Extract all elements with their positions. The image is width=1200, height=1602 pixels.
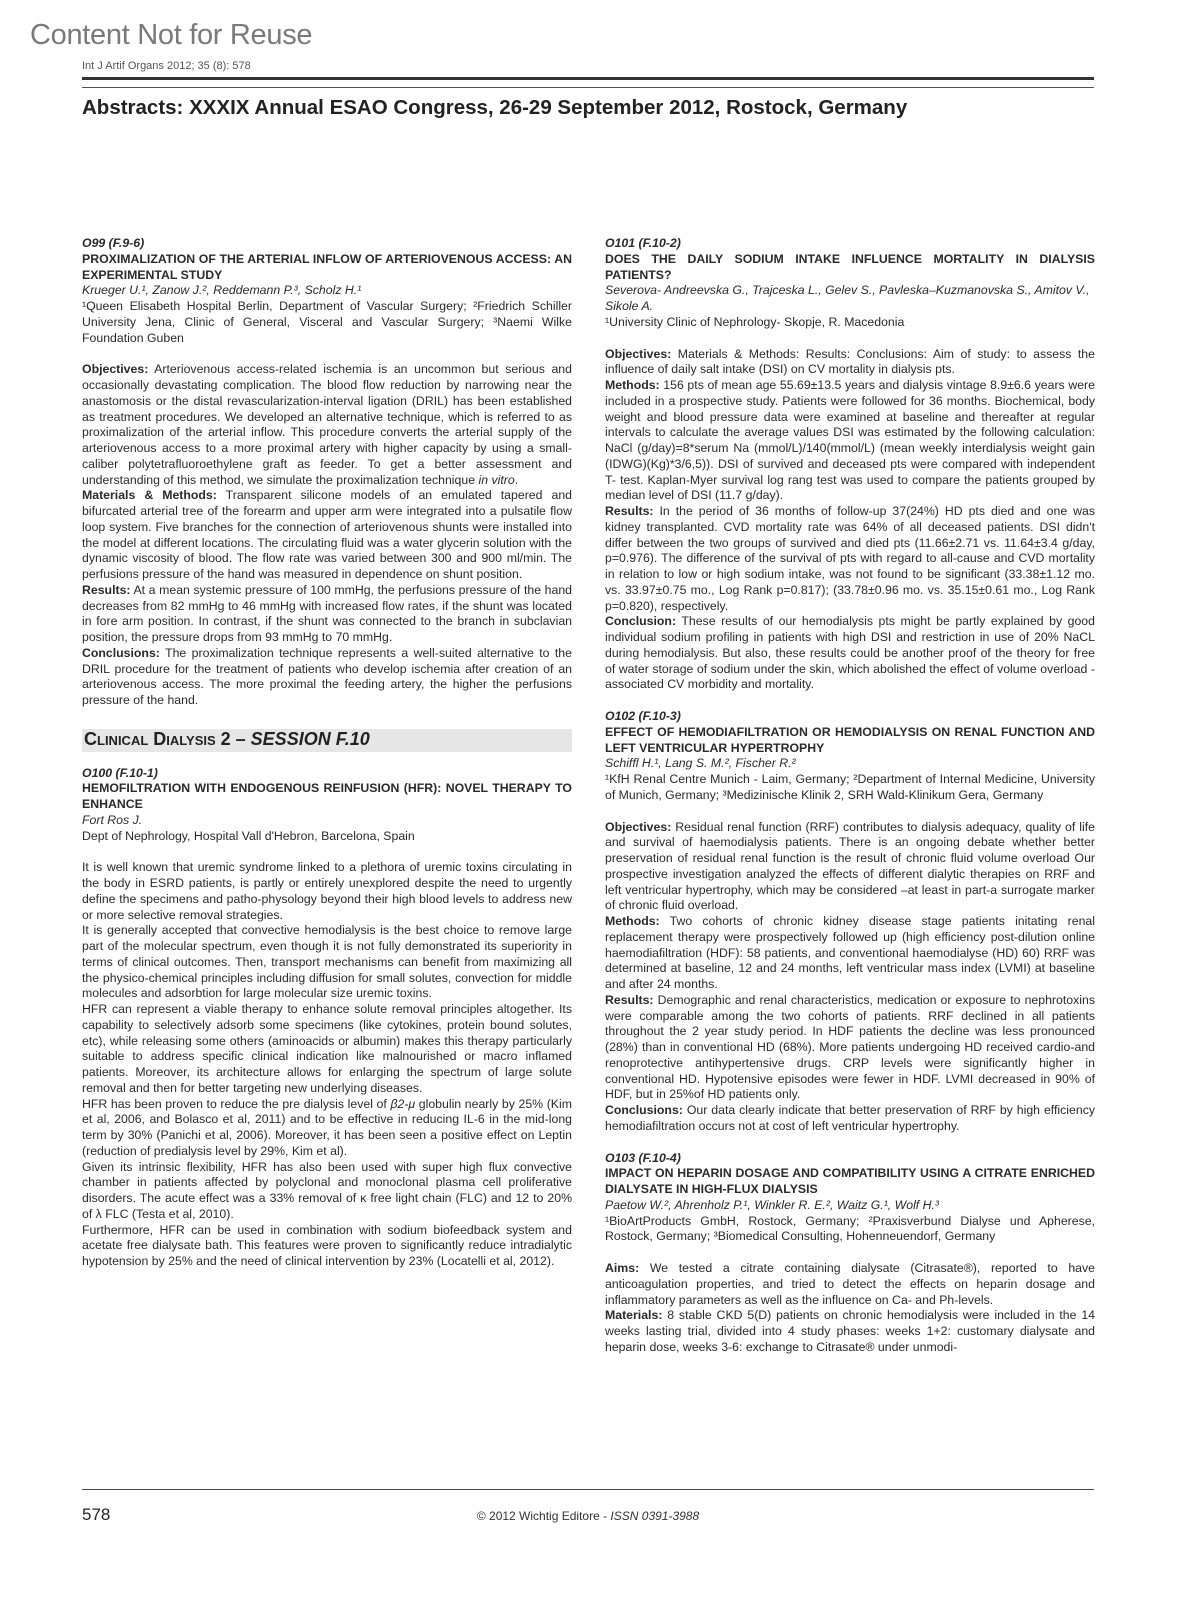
paragraph-text: In the period of 36 months of follow-up 37(24%) HD pts died and one was kidney transplanted. CVD mortality rate was 64% of all deceased patients. DSI didn't differ between the two groups of survived and died pts (11.66±2.71 vs. 11.64±3.4 g/day, p=0.976). The difference of the survival of pts with regard to all-cause and CVD mortality in relation to low or high sodium intake, was not found to be significant (33.38±1.12 mo. vs. 33.97±0.75 mo., Log Rank p=0.817); (33.78±0.96 mo. vs. 35.15±0.61 mo., Log Rank p=0.820), respectively.: [605, 504, 1095, 613]
abstract-paragraph: [82, 1223, 572, 1270]
paragraph-text: Two cohorts of chronic kidney disease stage patients initating renal replacement therapy were prospectively followed up (high efficiency post-dilution online haemodiafiltration (HDF): 58 patients, and conventional haemodialyse (HD) 60) RRF was determined at baseline, 12 and 24 months, left ventricular mass index (LVMI) at baseline and after 24 months.: [605, 914, 1095, 991]
paragraph-text: Given its intrinsic flexibility, HFR has also been used with super high flux convective chamber in patients affected by polyclonal and monoclonal plasma cell proliferative disorders. The acute effect was a 33% removal of κ free light chain (FLC) and 12 to 20% of λ FLC (Testa et al, 2010).: [82, 1159, 572, 1221]
abstract: [82, 236, 572, 709]
paragraph-label: Objectives:: [82, 362, 149, 377]
abstract-title: EFFECT OF HEMODIAFILTRATION OR HEMODIALYSIS ON RENAL FUNCTION AND LEFT VENTRICULAR HYPERTROPHY: [605, 724, 1095, 755]
footer-rule: [82, 1489, 1094, 1490]
paragraph-text: Our data clearly indicate that better preservation of RRF by high efficiency hemodiafiltration occurs not at cost of left ventricular hypertrophy.: [605, 1103, 1095, 1133]
paragraph-italic: β2-μ: [390, 1096, 416, 1111]
abstract-paragraph: [82, 1097, 572, 1160]
paragraph-label: Materials:: [605, 1308, 663, 1323]
paragraph-text: Materials & Methods: Results: Conclusions: Aim of study: to assess the influence of daily salt intake (DSI) on CV mortality in dialysis pts.: [605, 346, 1095, 377]
abstract-paragraph: [82, 362, 572, 488]
abstract-title: IMPACT ON HEPARIN DOSAGE AND COMPATIBILITY USING A CITRATE ENRICHED DIALYSATE IN HIGH-FLUX DIALYSIS: [605, 1166, 1095, 1196]
abstract: [605, 236, 1095, 693]
issn-text: ISSN 0391-3988: [610, 1509, 700, 1523]
paragraph-text: At a mean systemic pressure of 100 mmHg, the perfusions pressure of the hand decreases from 82 mmHg to 46 mmHg with increased flow rates, if the shunt was located in fore arm position. In contrast, if the shunt was connected to the branch in subclavian position, the pressure drops from 93 mmHg to 70 mmHg.: [82, 582, 572, 644]
abstract-paragraph: [605, 993, 1095, 1103]
section-label: Clinical Dialysis 2 –: [84, 728, 251, 749]
paragraph-label: Materials & Methods:: [82, 488, 217, 503]
abstract-affiliation: ¹BioArtProducts GmbH, Rostock, Germany; ²Praxisverbund Dialyse und Apherese, Rostock, Germany; ³Biomedical Consulting, Hohenneuendorf, Germany: [605, 1213, 1095, 1244]
abstract-authors: Paetow W.², Ahrenholz P.¹, Winkler R. E.², Waitz G.¹, Wolf H.³: [605, 1197, 940, 1212]
header-rule-thin: [82, 87, 1094, 88]
abstract-paragraph: [605, 1308, 1095, 1355]
footer-copyright: [0, 1509, 1176, 1523]
abstract-affiliation: Dept of Nephrology, Hospital Vall d'Hebron, Barcelona, Spain: [82, 828, 415, 843]
paragraph-label: Conclusions:: [82, 645, 160, 660]
abstract-affiliation: ¹KfH Renal Centre Munich - Laim, Germany; ²Department of Internal Medicine, University of Munich, Germany; ³Medizinische Klinik 2, SRH Wald-Klinikum Gera, Germany: [605, 772, 1095, 802]
abstract-title: HEMOFILTRATION WITH ENDOGENOUS REINFUSION (HFR): NOVEL THERAPY TO ENHANCE: [82, 781, 572, 811]
paragraph-label: Methods:: [605, 914, 660, 928]
paragraph-text: 8 stable CKD 5(D) patients on chronic hemodialysis were included in the 14 weeks lasting trial, divided into 4 study phases: weeks 1+2: customary dialysate and heparin dose, weeks 3-6: exchange to Citrasate® under unmodi-: [605, 1308, 1095, 1354]
abstract-paragraph: [82, 1002, 572, 1097]
watermark: Content Not for Reuse: [30, 19, 313, 51]
abstract-code: O100 (F.10-1): [82, 765, 158, 780]
paragraph-label: Results:: [82, 582, 131, 597]
paragraph-text: It is well known that uremic syndrome linked to a plethora of uremic toxins circulating in the body in ESRD patients, is partly or entirely unexplored despite the need to urgently define the specimens and patho-physology beyond their high blood levels to address new or more selective removal strategies.: [82, 860, 572, 922]
paragraph-text: 156 pts of mean age 55.69±13.5 years and dialysis vintage 8.9±6.6 years were included in a prospective study. Patients were followed for 36 months. Biochemical, body weight and blood pressure data were examined at baseline and thereafter at regular intervals to calculate the average values DSI was estimated by the following calculation: NaCl (g/day)=8*serum Na (mmol/L)/140(mmol/L) (mean weekly interdialysis weight gain (IDWG)(Kg)*3/6,5)). DSI of survived and deceased pts were compared with independent T- test. Kaplan-Myer survival log rang test was used to compare the patients grouped by median level of DSI (11.7 g/day).: [605, 378, 1095, 503]
paragraph-tail: .: [514, 472, 519, 487]
abstract-paragraph: [82, 488, 572, 583]
abstract-authors: Schiffl H.¹, Lang S. M.², Fischer R.²: [605, 756, 796, 771]
paragraph-text: Furthermore, HFR can be used in combination with sodium biofeedback system and acetate free dialysate bath. This features were proven to significantly reduce intradialytic hypotension by 25% and the need of clinical intervention by 23% (Locatelli et al, 2012).: [82, 1222, 572, 1268]
abstract-paragraph: [82, 860, 572, 923]
abstract-paragraph: [605, 1261, 1095, 1308]
page-number: 578: [82, 1505, 111, 1524]
abstract-authors: Krueger U.¹, Zanow J.², Reddemann P.³, Scholz H.¹: [82, 283, 362, 298]
right-column: [605, 236, 1095, 1372]
abstract-title: DOES THE DAILY SODIUM INTAKE INFLUENCE MORTALITY IN DIALYSIS PATIENTS?: [605, 251, 1095, 282]
paragraph-text: HFR can represent a viable therapy to enhance solute removal principles altogether. Its capability to selectively adsorb some specimens (like cytokines, protein bound solutes, etc), while releasing some others (aminoacids or albumin) makes this therapy particularly suitable to address specific clinical indication like malnourished or macro inflamed patients. Moreover, its architecture allows for enlarging the spectrum of large solute removal and then for better targeting new underlying diseases.: [82, 1002, 572, 1095]
abstract-paragraph: [605, 914, 1095, 993]
paragraph-text: HFR has been proven to reduce the pre dialysis level of: [82, 1096, 391, 1111]
abstract-paragraph: [82, 583, 572, 646]
paragraph-label: Objectives:: [605, 819, 672, 834]
abstract-affiliation: ¹Queen Elisabeth Hospital Berlin, Department of Vascular Surgery; ²Friedrich Schiller University Jena, Clinic of General, Visceral and Vascular Surgery; ³Naemi Wilke Foundation Guben: [82, 299, 572, 345]
left-column: [82, 236, 572, 1286]
paragraph-label: Conclusions:: [605, 1103, 683, 1117]
page-title: Abstracts: XXXIX Annual ESAO Congress, 26-29 September 2012, Rostock, Germany: [82, 96, 908, 119]
paragraph-text: We tested a citrate containing dialysate (Citrasate®), reported to have anticoagulation properties, and tried to detect the effects on heparin dosage and inflammatory parameters as well as the influence on Ca- and Ph-levels.: [605, 1261, 1095, 1307]
header-rule-thick: [82, 77, 1094, 80]
paragraph-label: Objectives:: [605, 346, 672, 361]
paragraph-label: Results:: [605, 992, 654, 1007]
abstract-paragraph: [605, 820, 1095, 915]
abstract-paragraph: [605, 614, 1095, 693]
paragraph-text: These results of our hemodialysis pts might be partly explained by good individual sodium profiling in patients with high DSI and restriction in use of 20% NaCL during hemodialysis. But also, these results could be another proof of the theory for free of water storage of sodium under the skin, which abolished the effect of volume overload -associated CV morbidity and mortality.: [605, 614, 1095, 692]
paragraph-label: Results:: [605, 504, 654, 518]
paragraph-text: Residual renal function (RRF) contributes to dialysis adequacy, quality of life and survival of haemodialysis patients. There is an ongoing debate whether better preservation of residual renal function is the result of chronic fluid volume overload Our prospective investigation analyzed the effects of different dialytic therapies on RRF and left ventricular hypertrophy, which may be considered –at least in part-a surrogate marker of chronic fluid overload.: [605, 819, 1095, 913]
abstract-paragraph: [605, 378, 1095, 504]
paragraph-label: Aims:: [605, 1261, 640, 1275]
paragraph-italic: in vitro: [478, 472, 515, 487]
abstract-affiliation: ¹University Clinic of Nephrology- Skopje, R. Macedonia: [605, 314, 905, 329]
abstract: [605, 709, 1095, 1135]
abstract-paragraph: [605, 347, 1095, 379]
abstract-code: O99 (F.9-6): [82, 236, 145, 250]
abstract-code: O103 (F.10-4): [605, 1150, 681, 1165]
paragraph-text: Demographic and renal characteristics, medication or exposure to nephrotoxins were comparable among the two cohorts of patients. RRF declined in all patients throughout the 2 year study period. In HDF patients the decline was less pronounced (28%) than in conventional HD (68%). More patients undergoing HD received cardio-and renoprotective antihypertensive drugs. CRP levels were significantly higher in conventional HD. Hypotensive episodes were fewer in HDF. LVMI decreased in 90% of HDF, but in 25%of HD patients only.: [605, 992, 1095, 1102]
section-session: SESSION F.10: [250, 728, 370, 749]
abstract-paragraph: [82, 1160, 572, 1223]
copyright-text: © 2012 Wichtig Editore -: [476, 1509, 611, 1523]
journal-citation: Int J Artif Organs 2012; 35 (8): 578: [82, 60, 251, 72]
abstract-title: PROXIMALIZATION OF THE ARTERIAL INFLOW OF ARTERIOVENOUS ACCESS: AN EXPERIMENTAL STUDY: [82, 251, 572, 282]
abstract: [82, 766, 572, 1270]
paragraph-text: It is generally accepted that convective hemodialysis is the best choice to remove large part of the molecular spectrum, even though it is not fully demonstrated its superiority in terms of clinical outcomes. Then, transport mechanisms can benefit from maximizing all the physico-chemical principles including diffusion for small solutes, convection for middle molecules and adsorbtion for large molecular size uremic toxins.: [82, 923, 572, 1001]
paragraph-label: Conclusion:: [605, 614, 677, 629]
paragraph-label: Methods:: [605, 378, 660, 392]
abstract-paragraph: [605, 1103, 1095, 1135]
abstract: [605, 1151, 1095, 1356]
paragraph-text: The proximalization technique represents a well-suited alternative to the DRIL procedure for the treatment of patients who develop ischemia after creation of an arteriovenous access. The more proximal the feeding artery, the higher the perfusions pressure of the hand.: [82, 645, 572, 707]
abstract-authors: Fort Ros J.: [82, 812, 143, 827]
abstract-code: O101 (F.10-2): [605, 236, 681, 250]
abstract-authors: Severova- Andreevska G., Trajceska L., Gelev S., Pavleska–Kuzmanovska S., Amitov V., Sikole A.: [605, 283, 1090, 313]
paragraph-text: Arteriovenous access-related ischemia is an uncommon but serious and occasionally devastating complication. The blood flow reduction by narrowing near the anastomosis or the distal revascularization-interval ligation (DRIL) has been established as treatment procedures. We developed an alternative technique, which is referred to as proximalization of the arterial inflow. This procedure converts the arterial supply of the arteriovenous access to a more proximal artery with higher capacity by using a small-caliber polytetrafluoroethylene graft as feeder. To get a better assessment and understanding of this method, we simulate the proximalization technique: [82, 362, 572, 487]
abstract-paragraph: [82, 923, 572, 1002]
abstract-paragraph: [82, 646, 572, 709]
abstract-paragraph: [605, 504, 1095, 614]
paragraph-text: Transparent silicone models of an emulated tapered and bifurcated arterial tree of the forearm and upper arm were integrated into a pulsatile flow loop system. Five branches for the connection of arteriovenous shunts were installed into the model at different locations. The circulating fluid was a water glycerin solution with the dynamic viscosity of blood. The flow rate was varied between 300 and 900 ml/min. The perfusions pressure of the hand was measured in dependence on shunt position.: [82, 488, 572, 581]
paragraph-tail: globulin nearly by 25% (Kim et al, 2006, and Bolasco et al, 2011) and to be effective in reducing IL-6 in the mid-long term by 30% (Panichi et al, 2006). Moreover, it has been seen a positive effect on Leptin (reduction of predialysis level by 29%, Kim et al).: [82, 1096, 572, 1158]
section-header: [82, 729, 572, 752]
abstract-code: O102 (F.10-3): [605, 709, 681, 723]
